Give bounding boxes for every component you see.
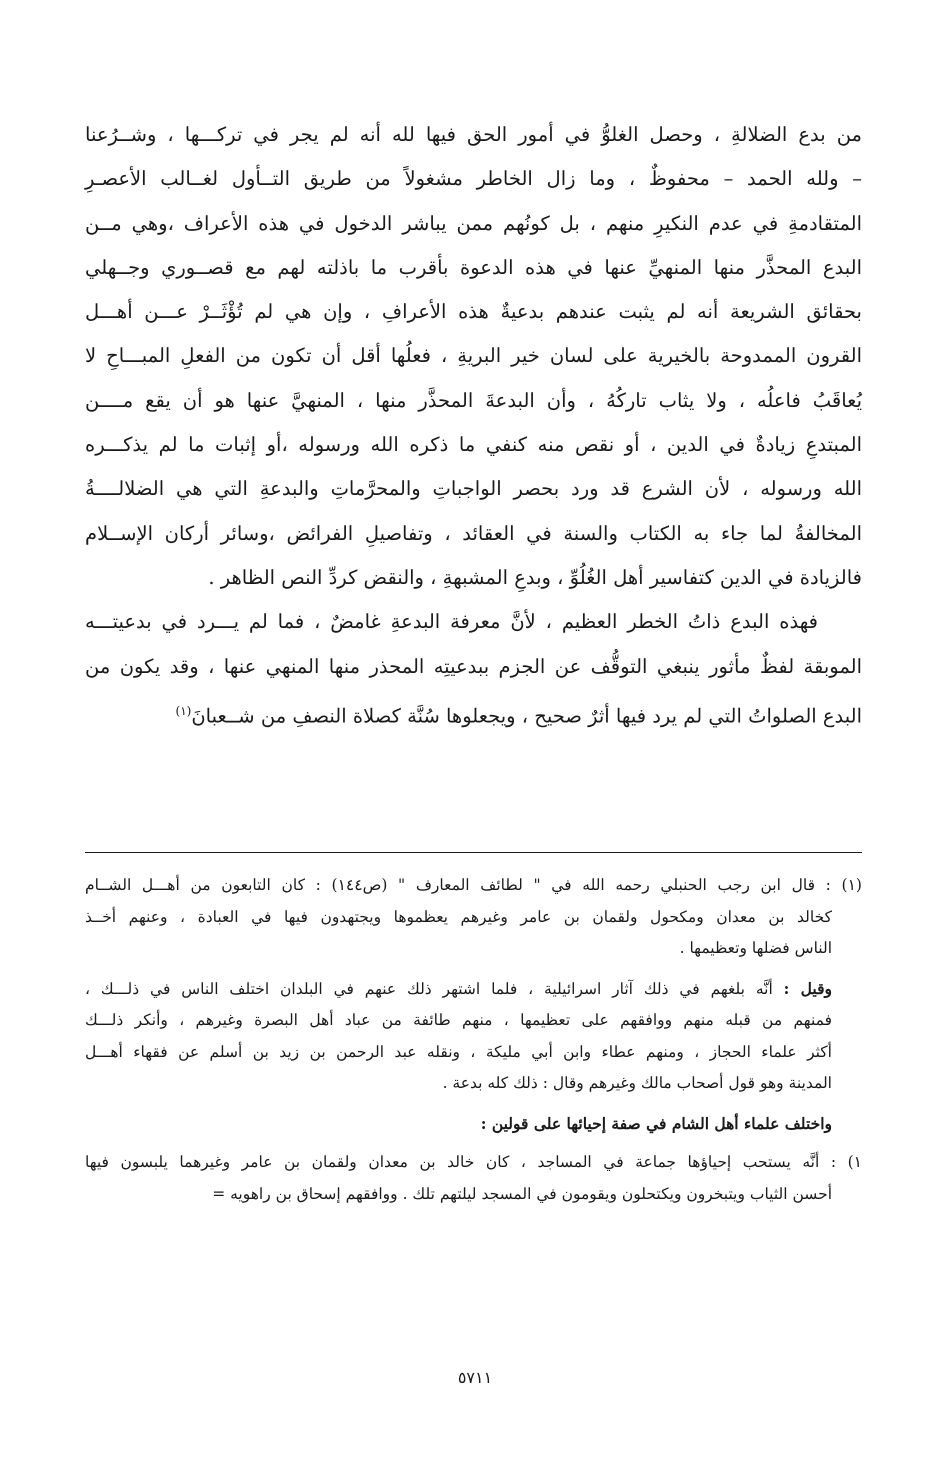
page-number: ٥٧١١ (457, 1368, 493, 1387)
footnote-line: (١) : قال ابن رجب الحنبلي رحمه الله في " لطائف المعارف " (ص١٤٤) : كان التابعون من أهـــل الشــام (85, 876, 862, 894)
text-line (85, 689, 862, 739)
text-line: الموبقة لفظٌ مأثور ينبغي التوقُّف عن الجزم ببدعيتِه المحذر منها المنهي عنها ، وقد يكون من (85, 654, 862, 678)
footnote-line: أحسن الثياب ويتبخرون ويكتحلون ويقومون في المسجد ليلتهم تلك . ووافقهم إسحاق بن راهويه = (212, 1184, 832, 1203)
text-line: فهذه البدع ذاتُ الخطر العظيم ، لأنَّ معرفة البدعةِ غامضٌ ، فما لم يـــرد في بدعيتـــه (85, 610, 818, 634)
footnote-qeel (85, 973, 862, 1100)
footnote-item-1 (85, 1147, 862, 1210)
footnote-1 (85, 870, 862, 965)
footnote-separator (85, 852, 862, 853)
footnote-heading: واختلف علماء أهل الشام في صفة إحيائها على قولين : (480, 1113, 832, 1133)
footnotes (85, 870, 862, 1218)
qeel-text: أنَّه بلغهم في ذلك آثار اسرائيلية ، فلما اشتهر ذلك عنهم في البلدان اختلف الناس في ذلـــك ، (85, 979, 784, 998)
footnote-line: فمنهم من قبله منهم ووافقهم على تعظيمها ، منهم طائفة من عباد أهل البصرة وغيرهم ، وأنكر ذلـــك (85, 1011, 832, 1029)
footnote-line: المدينة وهو قول أصحاب مالك وغيرهم وقال : ذلك كله بدعة . (442, 1074, 832, 1092)
footnote-line: كخالد بن معدان ومكحول ولقمان بن عامر وغيرهم يعظموها ويجتهدون فيها في العبادة ، وعنهم أخــذ (85, 907, 832, 926)
text-line: المخالفةُ لما جاء به الكتاب والسنة في العقائد ، وتفاصيلِ الفرائض ،وسائر أركان الإســلام (85, 521, 862, 545)
text-line: بحقائق الشريعة أنه لم يثبت عندهم بدعيةٌ هذه الأعرافِ ، وإن هي لم تُؤْثَــرْ عـــن أهـــل (85, 300, 862, 324)
footnote-line (85, 973, 832, 1006)
paragraph-1 (85, 113, 862, 600)
text-line: من بدع الضلالةِ ، وحصل الغلوُّ في أمور الحق فيها لله أنه لم يجر في تركـــها ، وشــرُعنا (85, 123, 862, 146)
footnote-line: أكثر علماء الحجاز ، ومنهم عطاء وابن أبي مليكة ، ونقله عبد الرحمن بن زيد بن أسلم عن فقهاء أهـــل (85, 1042, 832, 1061)
paragraph-2 (85, 600, 862, 738)
qeel-label: وقيل : (783, 978, 832, 998)
text-line: المتقادمةِ في عدم النكيرِ منهم ، بل كونُهم ممن يباشر الدخول في هذه الأعراف ،وهي مــن (85, 211, 862, 235)
footnote-marker[interactable]: (١) (175, 703, 192, 718)
text-line: الله ورسوله ، لأن الشرع قد ورد بحصر الواجباتِ والمحرَّماتِ والبدعةِ التي هي الضلالــــةُ (85, 477, 862, 501)
text-line: فالزيادة في الدين كتفاسير أهل الغُلُوِّ ، وبدعِ المشبهةِ ، والنقض كردِّ النص الظاهر . (208, 565, 862, 589)
text-line: – ولله الحمد – محفوظٌ ، وما زال الخاطر مشغولاً من طريق التــأول لغــالب الأعصـرِ (85, 167, 862, 191)
text-line: البدع المحذَّر منها المنهيِّ عنها في هذه الدعوة بأقرب ما باذلته لهم مع قصــوري وجــهلي (85, 255, 862, 279)
text-line: القرون الممدوحة بالخيرية على لسان خير البريةِ ، فعلُها أقل أن تكون من الفعلِ المبـــاحِ لا (85, 344, 862, 368)
footnote-line: الناس فضلها وتعظيمها . (679, 939, 832, 957)
footnote-line: ١) : أنَّه يستحب إحياؤها جماعة في المساجد ، كان خالد بن معدان ولقمان بن عامر وغيرهما يلبسون فيها (85, 1153, 862, 1171)
text-line: يُعاقَبُ فاعلُه ، ولا يثاب تاركُهُ ، وأن البدعةَ المحذَّر منها ، المنهيَّ عنها هو أن يقع مــــن (85, 388, 862, 412)
text-line-content: البدع الصلواتُ التي لم يرد فيها أثرٌ صحيح ، ويجعلوها سُنَّة كصلاة النصفِ من شــعبانَ (191, 704, 862, 728)
text-line: المبتدعِ زيادةٌ في الدين ، أو نقص منه كنفي ما ذكره الله ورسوله ،أو إثبات ما لم يذكـــره (85, 433, 862, 457)
main-text (85, 113, 862, 739)
